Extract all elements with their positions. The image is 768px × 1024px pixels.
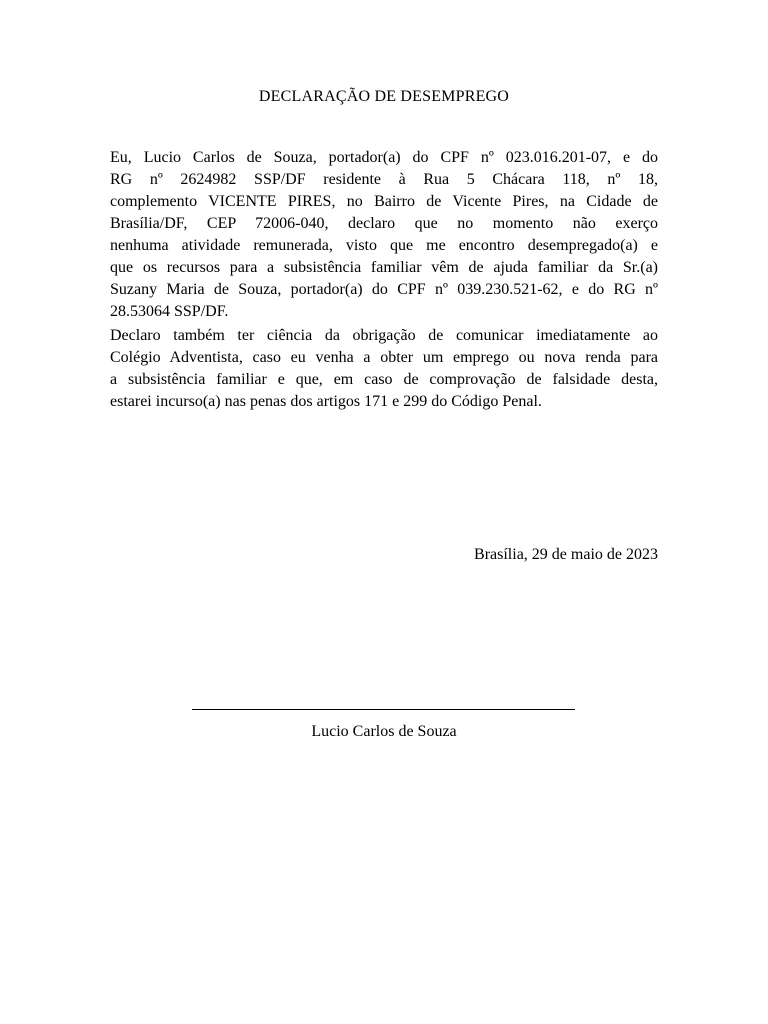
paragraph-line: Declaro também ter ciência da obrigação de comunicar imediatamente ao (110, 327, 658, 344)
paragraph-line: complemento VICENTE PIRES, no Bairro de Vicente Pires, na Cidade de (110, 193, 658, 210)
date-line: Brasília, 29 de maio de 2023 (474, 546, 658, 563)
paragraph-line: Suzany Maria de Souza, portador(a) do CPF nº 039.230.521-62, e do RG nº (110, 281, 658, 298)
paragraph-line: RG nº 2624982 SSP/DF residente à Rua 5 Chácara 118, nº 18, (110, 171, 658, 188)
acknowledgement-paragraph (110, 325, 658, 413)
paragraph-line: 28.53064 SSP/DF. (110, 303, 229, 320)
declaration-paragraph (110, 147, 658, 323)
paragraph-line: que os recursos para a subsistência familiar vêm de ajuda familiar da Sr.(a) (110, 259, 658, 276)
signature-name: Lucio Carlos de Souza (311, 723, 457, 740)
paragraph-line: estarei incurso(a) nas penas dos artigos 171 e 299 do Código Penal. (110, 393, 542, 410)
paragraph-line: a subsistência familiar e que, em caso de comprovação de falsidade desta, (110, 371, 658, 388)
paragraph-line: nenhuma atividade remunerada, visto que me encontro desempregado(a) e (110, 237, 658, 254)
paragraph-line: Brasília/DF, CEP 72006-040, declaro que no momento não exerço (110, 215, 658, 232)
signature-line (192, 709, 575, 710)
paragraph-line: Colégio Adventista, caso eu venha a obter um emprego ou nova renda para (110, 349, 658, 366)
paragraph-line: Eu, Lucio Carlos de Souza, portador(a) do CPF nº 023.016.201-07, e do (110, 149, 658, 166)
document-title: DECLARAÇÃO DE DESEMPREGO (258, 88, 510, 105)
